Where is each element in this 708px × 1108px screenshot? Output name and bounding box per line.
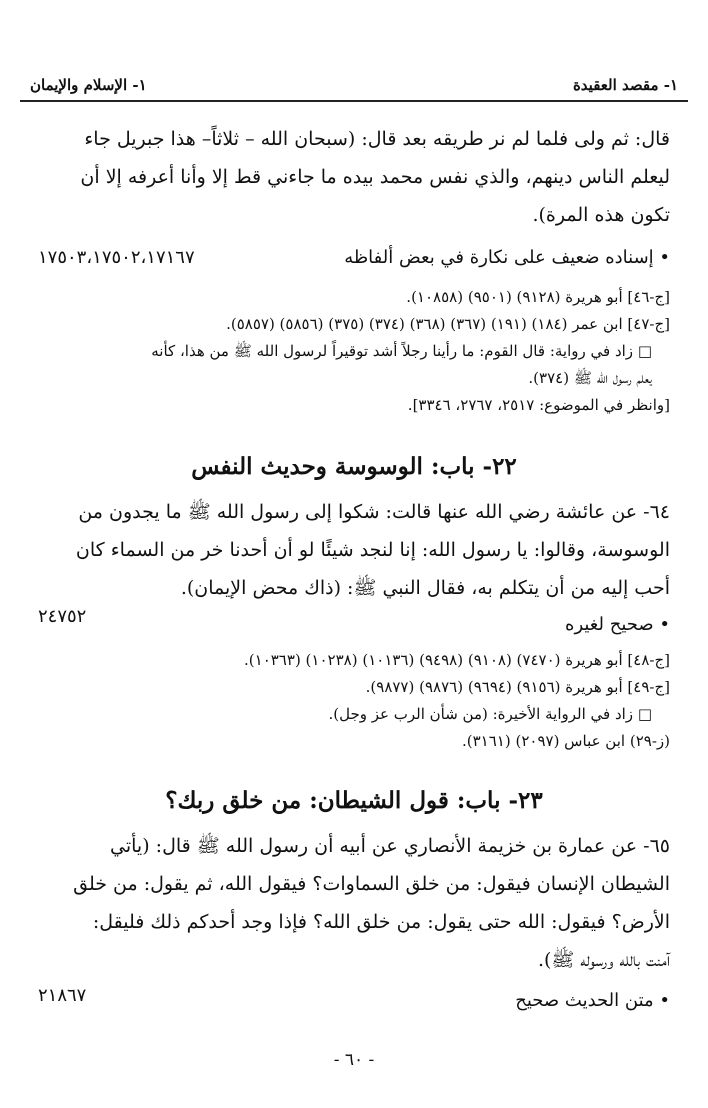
chapter-heading: ٢٢- باب: الوسوسة وحديث النفس: [191, 453, 517, 480]
reference-line: [ج-٤٧] ابن عمر (١٨٤) (١٩١) (٣٦٧) (٣٦٨) (٣٧٤) (٣٧٥) (٥٨٥٦) (٥٨٥٧).: [226, 315, 670, 333]
reference-line: [ج-٤٩] أبو هريرة (٩١٥٦) (٩٦٩٤) (٩٨٧٦) (٩٨٧٧).: [365, 678, 670, 696]
text-line: قال: ثم ولى فلما لم نر طريقه بعد قال: (سبحان الله – ثلاثاً– هذا جبريل جاء: [84, 128, 670, 150]
reference-line: (ز-٢٩) ابن عباس (٢٠٩٧) (٣١٦١).: [461, 732, 670, 750]
references-block: [38, 284, 670, 419]
text-line: الشيطان الإنسان فيقول: من خلق السماوات؟ فيقول الله، ثم يقول: من خلق: [73, 873, 670, 895]
grade-line: • إسناده ضعيف على نكارة في بعض ألفاظه: [344, 247, 670, 268]
text-line: الأرض؟ فيقول: الله حتى يقول: من خلق الله؟ فإذا وجد أحدكم ذلك فليقل:: [92, 911, 670, 933]
grade-references: ٢١٨٦٧: [38, 985, 87, 1006]
note-line: □ زاد في الرواية الأخيرة: (من شأن الرب عز وجل).: [328, 705, 652, 723]
text-line: ٦٥- عن عمارة بن خزيمة الأنصاري عن أبيه أن رسول الله ﷺ قال: (يأتي: [110, 835, 670, 857]
reference-line: [ج-٤٨] أبو هريرة (٧٤٧٠) (٩١٠٨) (٩٤٩٨) (١٠١٣٦) (١٠٢٣٨) (١٠٣٦٣).: [244, 651, 670, 669]
grade-references: ٢٤٧٥٢: [38, 606, 87, 627]
text-line: تكون هذه المرة).: [532, 204, 670, 226]
grade-line: • متن الحديث صحيح: [515, 990, 670, 1011]
text-line: أحب إليه من أن يتكلم به، فقال النبي ﷺ: (ذاك محض الإيمان).: [180, 577, 670, 599]
page-number: - ٦٠ -: [333, 1050, 375, 1070]
running-header: [30, 70, 678, 100]
hadith-continuation: [38, 120, 670, 234]
grade-references: ١٧٥٠٣،١٧٥٠٢،١٧١٦٧: [38, 247, 195, 268]
text-line: آمنت بالله ورسوله ﷺ).: [537, 949, 670, 971]
header-chapter-title: ١- الإسلام والإيمان: [30, 76, 147, 94]
references-block: [38, 647, 670, 755]
see-also-line: [وانظر في الموضوع: ٢٥١٧، ٢٧٦٧، ٣٣٤٦].: [407, 396, 670, 414]
hadith-64: [38, 493, 670, 607]
text-line: ليعلم الناس دينهم، والذي نفس محمد بيده ما جاءني قط إلا وأنا أعرفه إلا أن: [80, 166, 670, 188]
text-line: ٦٤- عن عائشة رضي الله عنها قالت: شكوا إلى رسول الله ﷺ ما يجدون من: [78, 501, 670, 523]
reference-line: [ج-٤٦] أبو هريرة (٩١٢٨) (٩٥٠١) (١٠٨٥٨).: [406, 288, 670, 306]
text-line: الوسوسة، وقالوا: يا رسول الله: إنا لنجد شيئًا لو أن أحدنا خر من السماء كان: [75, 539, 670, 561]
header-rule: [20, 100, 688, 102]
chapter-heading: ٢٣- باب: قول الشيطان: من خلق ربك؟: [165, 787, 543, 814]
grade-line: • صحيح لغيره: [565, 614, 670, 635]
hadith-65: [38, 827, 670, 979]
note-line: يعلم رسول الله ﷺ (٣٧٤).: [528, 369, 652, 387]
header-section-title: ١- مقصد العقيدة: [572, 76, 678, 94]
note-line: □ زاد في رواية: قال القوم: ما رأينا رجلاً أشد توقيراً لرسول الله ﷺ من هذا، كأنه: [151, 342, 652, 360]
